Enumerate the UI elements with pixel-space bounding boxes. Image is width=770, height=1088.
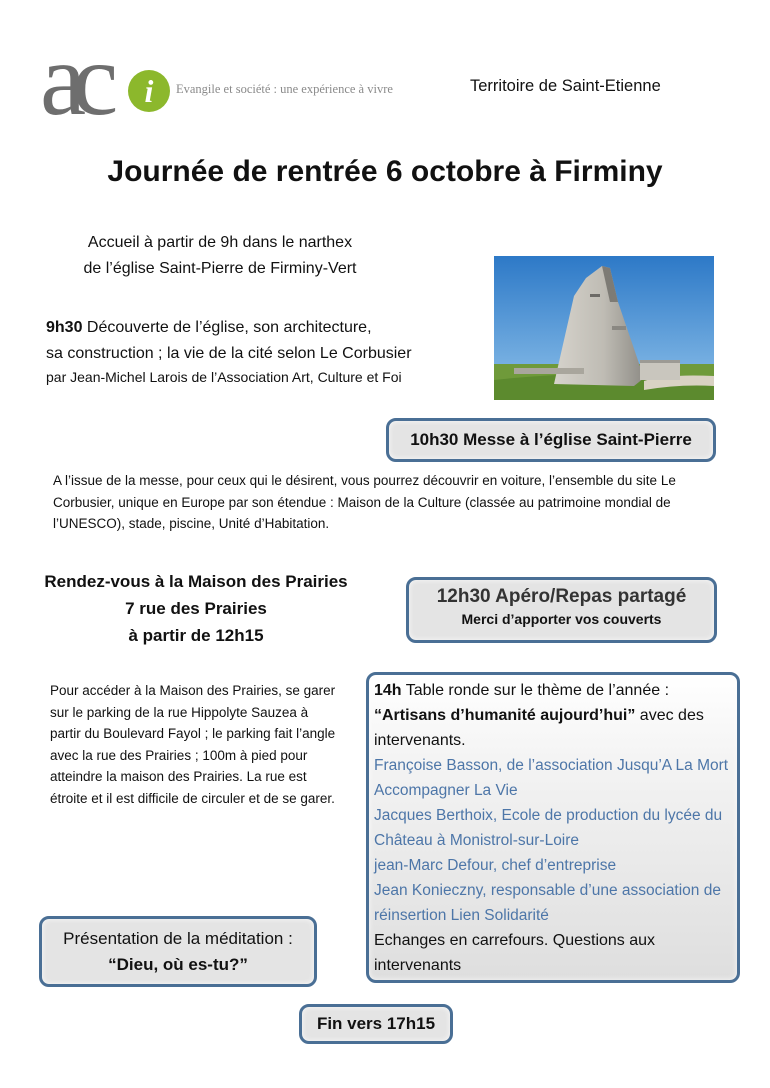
meditation-label: Présentation de la méditation : (63, 928, 293, 948)
rendezvous-line-1: Rendez-vous à la Maison des Prairies (44, 572, 348, 591)
logo-tagline: Evangile et société : une expérience à vivre (176, 82, 393, 96)
meditation-quote: “Dieu, où es-tu?” (108, 954, 248, 974)
messe-box (386, 418, 716, 462)
rendezvous-line-2: 7 rue des Prairies (125, 599, 267, 618)
after-mass-text: A l’issue de la messe, pour ceux qui le désirent, vous pourrez découvrir en voiture, l’ensemble du site Le Corbusier, unique en Europe par son étendue : Maison de la Culture (classée au patrimoine mondial de l’UNESCO), stade, piscine, Unité d’Habitation. (53, 473, 676, 531)
speaker-item: Françoise Basson, de l’association Jusqu’A La Mort Accompagner La Vie (374, 757, 729, 799)
welcome-line-2: de l’église Saint-Pierre de Firminy-Vert (83, 260, 357, 277)
rendezvous-block (22, 568, 370, 649)
table-ronde-intro (374, 678, 729, 703)
visit-line-3: par Jean-Michel Larois de l’Association Art, Culture et Foi (46, 369, 402, 385)
visit-line-1: Découverte de l’église, son architecture, (82, 319, 372, 336)
table-ronde-content (374, 678, 729, 978)
meditation-box (39, 916, 317, 987)
repas-title: 12h30 Apéro/Repas partagé (436, 586, 687, 607)
visit-program (46, 315, 412, 387)
table-ronde-theme-after: avec des intervenants. (374, 707, 704, 749)
church-photo (494, 256, 714, 400)
logo-info-icon: i (128, 70, 170, 112)
table-ronde-intro-text: Table ronde sur le thème de l’année : (401, 682, 670, 699)
speaker-item: Jacques Berthoix, Ecole de production du lycée du Château à Monistrol-sur-Loire (374, 807, 723, 849)
repas-subtitle: Merci d’apporter vos couverts (461, 611, 662, 627)
speaker-item: jean-Marc Defour, chef d’entreprise (374, 857, 617, 874)
welcome-text (40, 230, 400, 282)
access-text: Pour accéder à la Maison des Prairies, se garer sur le parking de la rue Hippolyte Sauzea à partir du Boulevard Fayol ; le parking fait l’angle avec la rue des Prairies ; 100m à pied pour atteindre la maison des Prairies. La rue est étroite et il est difficile de circuler et de se garer. (50, 683, 336, 806)
fin-box (299, 1004, 453, 1044)
table-ronde-theme-line (374, 703, 729, 753)
fin-label: Fin vers 17h15 (316, 1014, 436, 1033)
logo-ac: ac (40, 22, 105, 137)
visit-line-2: sa construction ; la vie de la cité selon Le Corbusier (46, 345, 412, 362)
speaker-item: Jean Konieczny, responsable d’une association de réinsertion Lien Solidarité (374, 882, 721, 924)
table-ronde-closing: Echanges en carrefours. Questions aux intervenants (374, 932, 656, 974)
page-title: Journée de rentrée 6 octobre à Firminy (107, 155, 663, 188)
rendezvous-line-3: à partir de 12h15 (128, 626, 264, 645)
visit-time: 9h30 (46, 319, 83, 336)
table-ronde-theme: “Artisans d’humanité aujourd’hui” (374, 707, 636, 724)
table-ronde-time: 14h (374, 682, 402, 699)
welcome-line-1: Accueil à partir de 9h dans le narthex (87, 234, 353, 251)
table-ronde-box (366, 672, 740, 983)
repas-box (406, 577, 717, 643)
messe-label: 10h30 Messe à l’église Saint-Pierre (410, 430, 692, 449)
territoire-label: Territoire de Saint-Etienne (470, 77, 661, 95)
